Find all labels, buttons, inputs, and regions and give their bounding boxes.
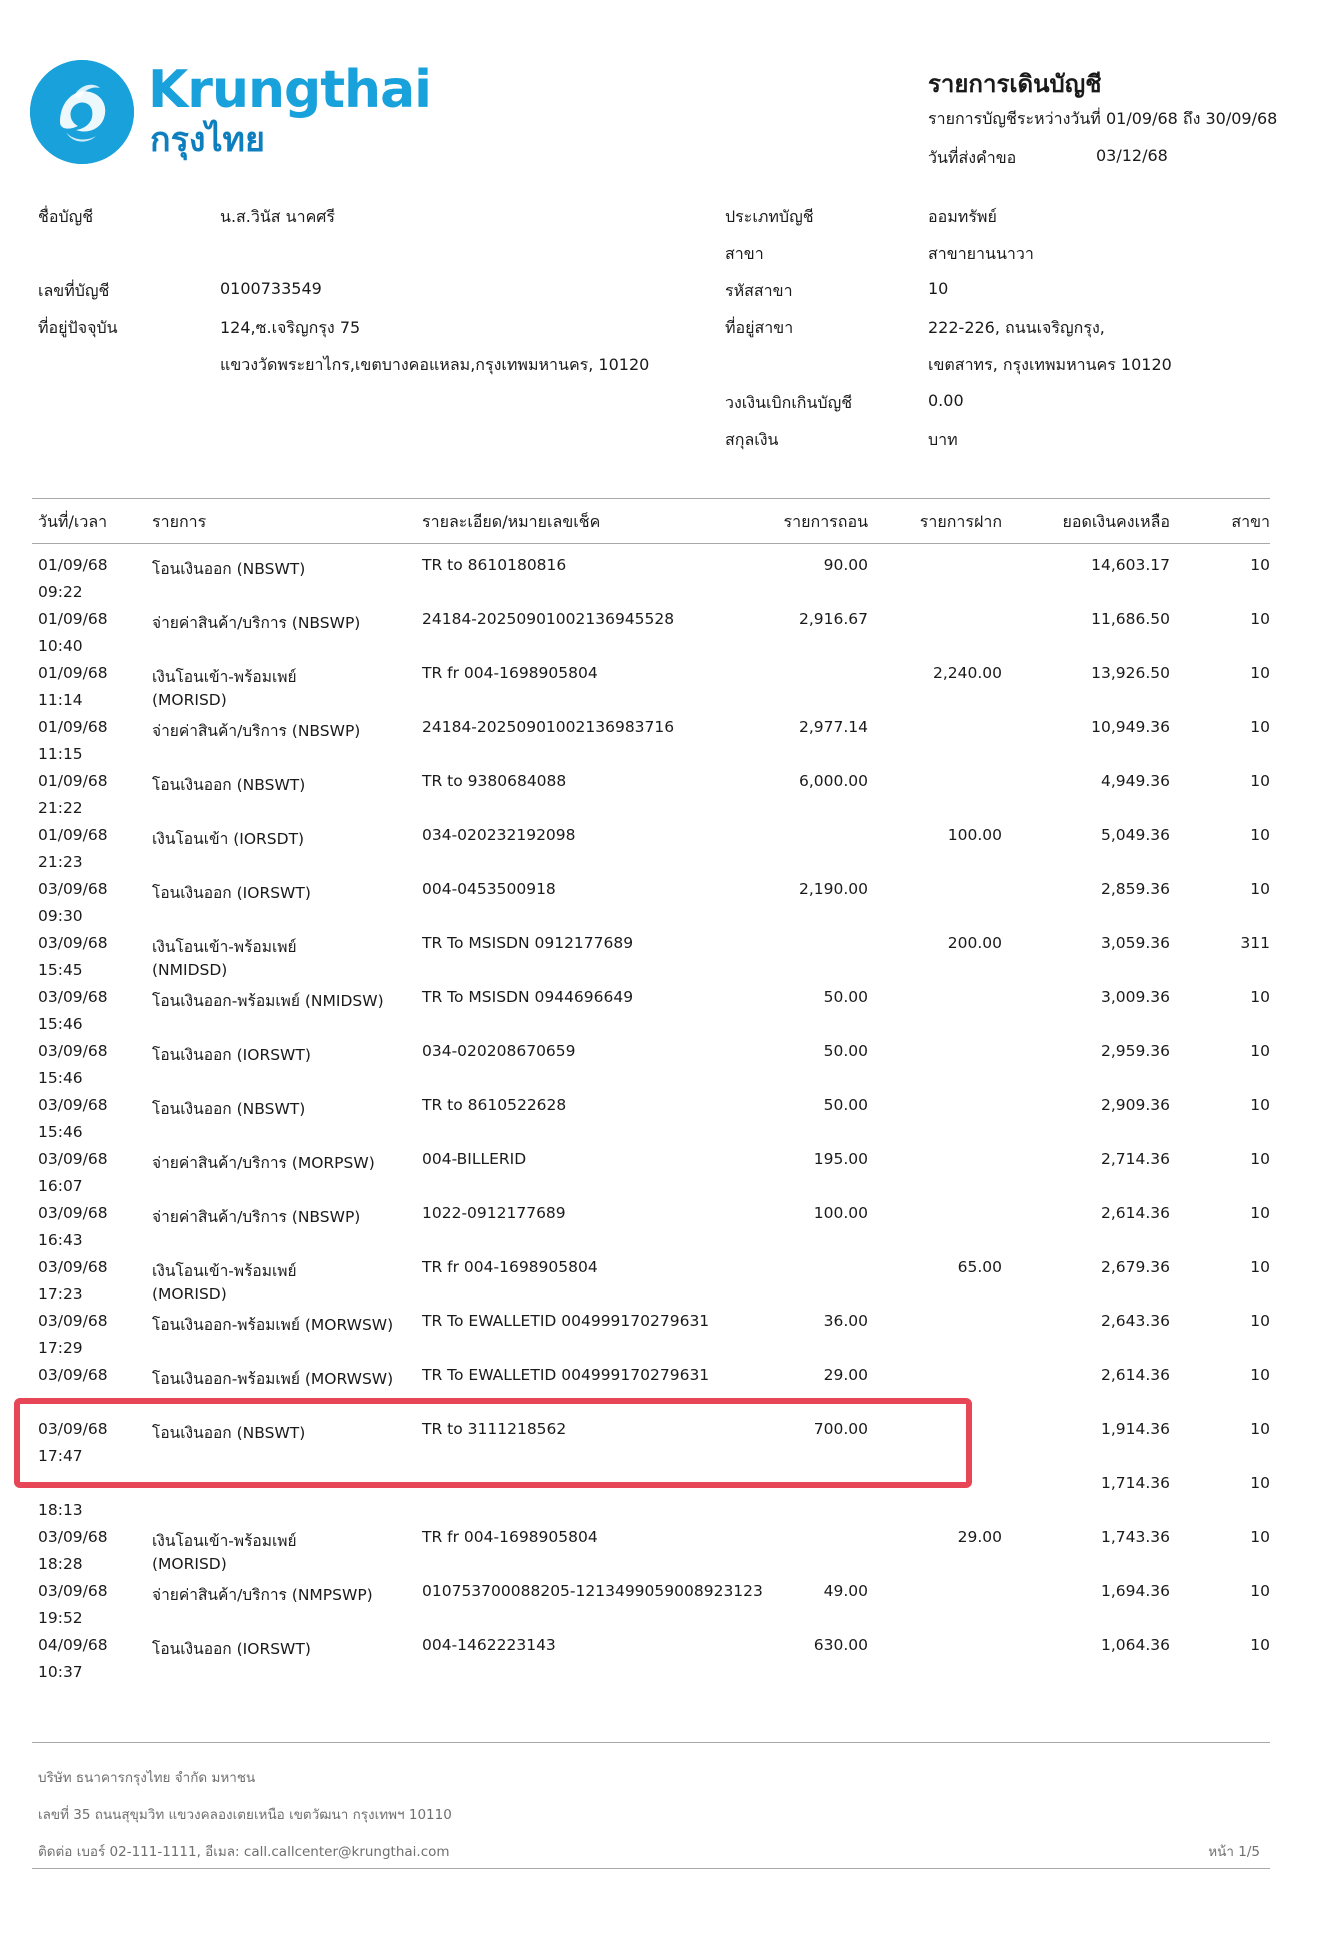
cell-time: 17:23 — [38, 1285, 83, 1303]
branch-address-label: ที่อยู่สาขา — [725, 318, 794, 337]
col-header-withdraw: รายการถอน — [783, 512, 868, 531]
cell-description: จ่ายค่าสินค้า/บริการ (NMPSWP) — [152, 1586, 373, 1604]
footer-company: บริษัท ธนาคารกรุงไทย จำกัด มหาชน — [38, 1770, 256, 1786]
cell-detail: 1022-0912177689 — [422, 1204, 566, 1222]
branch-address-line-1: 222-226, ถนนเจริญกรุง, — [928, 318, 1105, 337]
cell-date: 03/09/68 — [38, 988, 108, 1006]
footer-bottom-rule — [32, 1868, 1270, 1869]
cell-description-line-2: (NMIDSD) — [152, 961, 228, 979]
cell-deposit: 29.00 — [957, 1528, 1002, 1546]
cell-balance: 1,064.36 — [1100, 1636, 1170, 1654]
cell-description: เงินโอนเข้า (IORSDT) — [152, 830, 305, 848]
cell-balance: 2,909.36 — [1100, 1096, 1170, 1114]
cell-branch: 10 — [1250, 610, 1270, 628]
cell-withdraw: 630.00 — [813, 1636, 868, 1654]
cell-withdraw: 2,916.67 — [798, 610, 868, 628]
cell-date: 03/09/68 — [38, 1150, 108, 1168]
col-header-balance: ยอดเงินคงเหลือ — [1062, 512, 1170, 531]
branch-code-label: รหัสสาขา — [725, 281, 793, 300]
bird-emblem-icon — [30, 60, 134, 164]
cell-description: จ่ายค่าสินค้า/บริการ (NBSWP) — [152, 1208, 361, 1226]
cell-description: เงินโอนเข้า-พร้อมเพย์ — [152, 1532, 297, 1550]
table-top-rule — [32, 498, 1270, 499]
logo-wordmark-en: Krungthai — [148, 60, 431, 120]
logo-wordmark-th: กรุงไทย — [150, 120, 265, 160]
cell-branch: 311 — [1240, 934, 1270, 952]
cell-withdraw: 29.00 — [823, 1366, 868, 1384]
krungthai-logo-mark — [30, 60, 134, 164]
cell-branch: 10 — [1250, 1096, 1270, 1114]
cell-description: โอนเงินออก-พร้อมเพย์ (MORWSW) — [152, 1370, 394, 1388]
branch-address-line-2: เขตสาทร, กรุงเทพมหานคร 10120 — [928, 355, 1172, 374]
cell-time: 21:22 — [38, 799, 83, 817]
footer-address: เลขที่ 35 ถนนสุขุมวิท แขวงคลองเตยเหนือ เขตวัฒนา กรุงเทพฯ 10110 — [38, 1807, 452, 1823]
cell-date: 03/09/68 — [38, 1096, 108, 1114]
cell-date: 03/09/68 — [38, 934, 108, 952]
cell-description: เงินโอนเข้า-พร้อมเพย์ — [152, 938, 297, 956]
cell-time: 18:28 — [38, 1555, 83, 1573]
cell-description: โอนเงินออก-พร้อมเพย์ (NMIDSW) — [152, 992, 384, 1010]
cell-date: 01/09/68 — [38, 556, 108, 574]
cell-branch: 10 — [1250, 1204, 1270, 1222]
period-label: รายการบัญชีระหว่างวันที่ — [928, 109, 1101, 128]
cell-balance: 3,059.36 — [1100, 934, 1170, 952]
account-name: น.ส.วินัส นาคศรี — [220, 207, 336, 226]
cell-time: 21:23 — [38, 853, 83, 871]
cell-balance: 3,009.36 — [1100, 988, 1170, 1006]
cell-withdraw: 50.00 — [823, 1096, 868, 1114]
cell-date: 03/09/68 — [38, 1204, 108, 1222]
cell-withdraw: 49.00 — [823, 1582, 868, 1600]
cell-withdraw: 2,190.00 — [798, 880, 868, 898]
cell-detail: 010753700088205-1213499059008923123 — [422, 1582, 763, 1600]
cell-date: 03/09/68 — [38, 880, 108, 898]
currency-label: สกุลเงิน — [725, 430, 779, 449]
cell-detail: 004-BILLERID — [422, 1150, 527, 1168]
period-from: 01/09/68 — [1105, 109, 1178, 128]
cell-time: 19:52 — [38, 1609, 83, 1627]
cell-date: 03/09/68 — [38, 1042, 108, 1060]
branch-name: สาขายานนาวา — [928, 244, 1034, 263]
cell-detail: TR To MSISDN 0912177689 — [422, 934, 634, 952]
account-name-label: ชื่อบัญชี — [38, 207, 94, 226]
cell-description: จ่ายค่าสินค้า/บริการ (MORPSW) — [152, 1154, 375, 1172]
period-to-word: ถึง — [1182, 109, 1201, 128]
statement-title: รายการเดินบัญชี — [928, 70, 1102, 98]
cell-date: 03/09/68 — [38, 1582, 108, 1600]
footer-page-number: หน้า 1/5 — [1208, 1844, 1260, 1860]
cell-description-line-2: (MORISD) — [152, 691, 227, 709]
cell-detail: 004-1462223143 — [422, 1636, 556, 1654]
cell-balance: 2,614.36 — [1100, 1204, 1170, 1222]
cell-time: 10:37 — [38, 1663, 83, 1681]
cell-date: 03/09/68 — [38, 1312, 108, 1330]
cell-branch: 10 — [1250, 772, 1270, 790]
cell-time: 09:30 — [38, 907, 83, 925]
table-header-rule — [32, 543, 1270, 544]
cell-balance: 11,686.50 — [1091, 610, 1170, 628]
cell-branch: 10 — [1250, 880, 1270, 898]
cell-balance: 1,914.36 — [1100, 1420, 1170, 1438]
cell-balance: 5,049.36 — [1100, 826, 1170, 844]
footer-top-rule — [32, 1742, 1270, 1743]
cell-detail: TR fr 004-1698905804 — [422, 1258, 598, 1276]
cell-time: 10:40 — [38, 637, 83, 655]
cell-withdraw: 700.00 — [813, 1420, 868, 1438]
cell-description: โอนเงินออก (NBSWT) — [152, 1100, 306, 1118]
col-header-deposit: รายการฝาก — [919, 512, 1002, 531]
cell-description: เงินโอนเข้า-พร้อมเพย์ — [152, 668, 297, 686]
account-type-label: ประเภทบัญชี — [725, 207, 814, 226]
cell-detail: 004-0453500918 — [422, 880, 556, 898]
cell-description: โอนเงินออก (NBSWT) — [152, 1424, 306, 1442]
cell-deposit: 2,240.00 — [932, 664, 1002, 682]
overdraft-value: 0.00 — [928, 391, 964, 410]
cell-detail: TR To EWALLETID 004999170279631 — [422, 1366, 710, 1384]
cell-detail: 034-020232192098 — [422, 826, 576, 844]
cell-description: โอนเงินออก (NBSWT) — [152, 776, 306, 794]
address-line-2: แขวงวัดพระยาไกร,เขตบางคอแหลม,กรุงเทพมหานคร, 10120 — [220, 355, 650, 374]
cell-detail: TR to 3111218562 — [422, 1420, 567, 1438]
cell-withdraw: 50.00 — [823, 1042, 868, 1060]
cell-time: 15:46 — [38, 1123, 83, 1141]
cell-time: 15:45 — [38, 961, 83, 979]
cell-withdraw: 50.00 — [823, 988, 868, 1006]
cell-time: 17:29 — [38, 1339, 83, 1357]
cell-description: โอนเงินออก (IORSWT) — [152, 1640, 311, 1658]
cell-detail: TR fr 004-1698905804 — [422, 1528, 598, 1546]
cell-detail: 24184-2025090100213694552​8 — [422, 610, 675, 628]
cell-balance: 10,949.36 — [1091, 718, 1170, 736]
cell-description: โอนเงินออก (IORSWT) — [152, 884, 311, 902]
cell-balance: 2,959.36 — [1100, 1042, 1170, 1060]
cell-detail: TR fr 004-1698905804 — [422, 664, 598, 682]
account-type: ออมทรัพย์ — [928, 207, 997, 226]
request-date: 03/12/68 — [1096, 146, 1168, 165]
cell-date: 03/09/68 — [38, 1420, 108, 1438]
cell-date: 01/09/68 — [38, 772, 108, 790]
cell-withdraw: 36.00 — [823, 1312, 868, 1330]
cell-date: 01/09/68 — [38, 826, 108, 844]
cell-balance: 1,694.36 — [1100, 1582, 1170, 1600]
cell-deposit: 200.00 — [947, 934, 1002, 952]
cell-branch: 10 — [1250, 1150, 1270, 1168]
cell-description: จ่ายค่าสินค้า/บริการ (NBSWP) — [152, 722, 361, 740]
cell-balance: 2,643.36 — [1100, 1312, 1170, 1330]
cell-branch: 10 — [1250, 1042, 1270, 1060]
cell-time: 16:07 — [38, 1177, 83, 1195]
address-line-1: 124,ซ.เจริญกรุง 75 — [220, 318, 361, 337]
cell-description: โอนเงินออก (IORSWT) — [152, 1046, 311, 1064]
cell-detail: 034-020208670659 — [422, 1042, 576, 1060]
cell-branch: 10 — [1250, 1474, 1270, 1492]
cell-balance: 1,743.36 — [1100, 1528, 1170, 1546]
cell-branch: 10 — [1250, 1420, 1270, 1438]
address-label: ที่อยู่ปัจจุบัน — [38, 318, 118, 337]
account-number-label: เลขที่บัญชี — [38, 281, 110, 300]
cell-detail: TR To EWALLETID 004999170279631 — [422, 1312, 710, 1330]
cell-balance: 2,614.36 — [1100, 1366, 1170, 1384]
cell-time: 15:46 — [38, 1069, 83, 1087]
cell-balance: 4,949.36 — [1100, 772, 1170, 790]
col-header-datetime: วันที่/เวลา — [38, 512, 108, 531]
cell-date: 01/09/68 — [38, 664, 108, 682]
cell-balance: 14,603.17 — [1091, 556, 1170, 574]
cell-branch: 10 — [1250, 1366, 1270, 1384]
cell-description: เงินโอนเข้า-พร้อมเพย์ — [152, 1262, 297, 1280]
cell-detail: TR to 8610522628 — [422, 1096, 567, 1114]
cell-description: จ่ายค่าสินค้า/บริการ (NBSWP) — [152, 614, 361, 632]
cell-detail: 24184-20250901002136983716 — [422, 718, 675, 736]
cell-branch: 10 — [1250, 718, 1270, 736]
cell-withdraw: 6,000.00 — [798, 772, 868, 790]
cell-deposit: 65.00 — [957, 1258, 1002, 1276]
cell-withdraw: 90.00 — [823, 556, 868, 574]
cell-deposit: 100.00 — [947, 826, 1002, 844]
cell-balance: 1,714.36 — [1100, 1474, 1170, 1492]
col-header-detail: รายละเอียด/หมายเลขเช็ค — [422, 512, 601, 531]
cell-description: โอนเงินออก-พร้อมเพย์ (MORWSW) — [152, 1316, 394, 1334]
currency-value: บาท — [928, 430, 958, 449]
cell-time: 11:14 — [38, 691, 83, 709]
cell-date: 01/09/68 — [38, 610, 108, 628]
branch-code: 10 — [928, 279, 949, 298]
overdraft-label: วงเงินเบิกเกินบัญชี — [725, 393, 853, 412]
cell-description-line-2: (MORISD) — [152, 1285, 227, 1303]
cell-branch: 10 — [1250, 988, 1270, 1006]
cell-date: 03/09/68 — [38, 1366, 108, 1384]
cell-branch: 10 — [1250, 826, 1270, 844]
cell-detail: TR to 8610180816 — [422, 556, 567, 574]
cell-balance: 2,679.36 — [1100, 1258, 1170, 1276]
cell-branch: 10 — [1250, 1528, 1270, 1546]
cell-balance: 2,859.36 — [1100, 880, 1170, 898]
cell-detail: TR To MSISDN 0944696649 — [422, 988, 634, 1006]
col-header-description: รายการ — [152, 512, 207, 531]
cell-date: 01/09/68 — [38, 718, 108, 736]
cell-withdraw: 100.00 — [813, 1204, 868, 1222]
cell-balance: 13,926.50 — [1091, 664, 1170, 682]
col-header-branch: สาขา — [1231, 512, 1270, 531]
cell-time: 15:46 — [38, 1015, 83, 1033]
footer-contact: ติดต่อ เบอร์ 02-111-1111, อีเมล: call.callcenter@krungthai.com — [38, 1844, 450, 1860]
cell-branch: 10 — [1250, 1582, 1270, 1600]
cell-detail: TR to 9380684088 — [422, 772, 567, 790]
request-date-label: วันที่ส่งคำขอ — [928, 148, 1017, 167]
cell-description-line-2: (MORISD) — [152, 1555, 227, 1573]
statement-period — [928, 107, 1277, 132]
cell-balance: 2,714.36 — [1100, 1150, 1170, 1168]
account-number: 0100733549 — [220, 279, 322, 298]
cell-time: 11:15 — [38, 745, 83, 763]
cell-time: 17:47 — [38, 1447, 83, 1465]
cell-description: โอนเงินออก (NBSWT) — [152, 560, 306, 578]
cell-branch: 10 — [1250, 664, 1270, 682]
branch-label: สาขา — [725, 244, 764, 263]
cell-date: 03/09/68 — [38, 1528, 108, 1546]
cell-time: 16:43 — [38, 1231, 83, 1249]
cell-date: 04/09/68 — [38, 1636, 108, 1654]
highlighted-transaction-box — [14, 1398, 972, 1488]
cell-time: 09:22 — [38, 583, 83, 601]
period-to: 30/09/68 — [1205, 109, 1278, 128]
cell-time: 18:13 — [38, 1501, 83, 1519]
cell-date: 03/09/68 — [38, 1258, 108, 1276]
cell-branch: 10 — [1250, 1636, 1270, 1654]
cell-branch: 10 — [1250, 1258, 1270, 1276]
cell-withdraw: 195.00 — [813, 1150, 868, 1168]
cell-branch: 10 — [1250, 1312, 1270, 1330]
cell-branch: 10 — [1250, 556, 1270, 574]
cell-withdraw: 2,977.14 — [798, 718, 868, 736]
